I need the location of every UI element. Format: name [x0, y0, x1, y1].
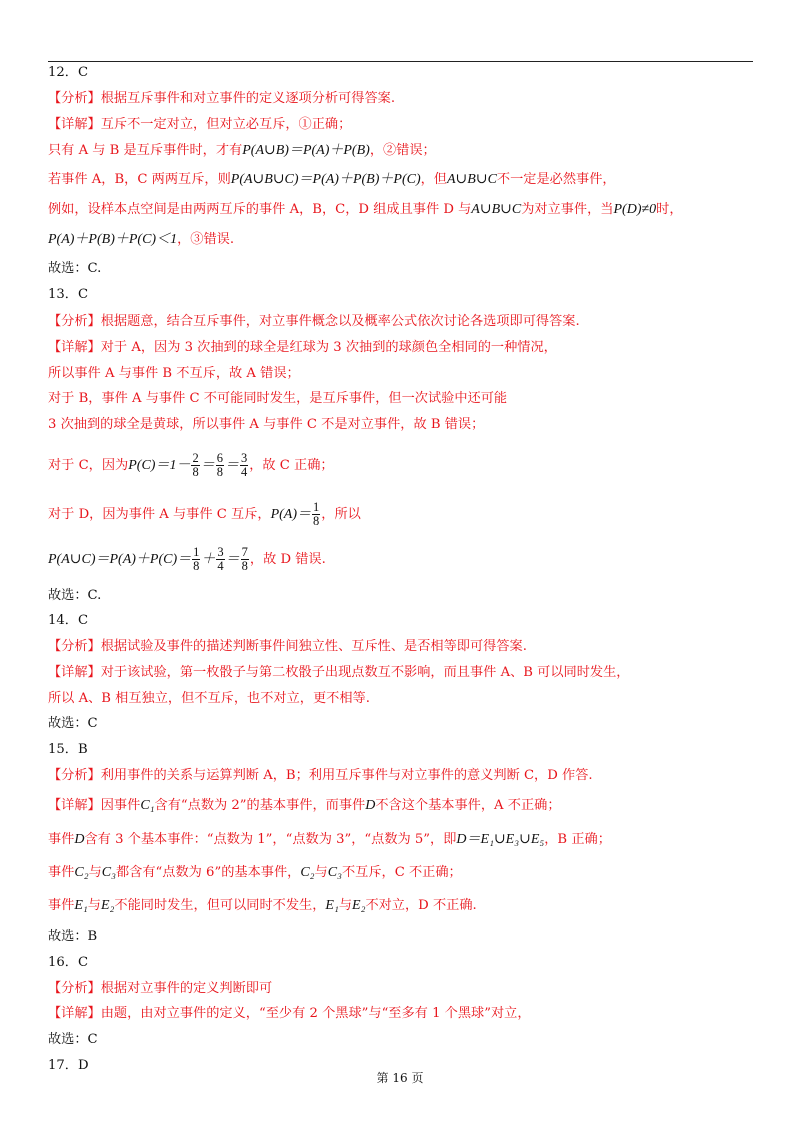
q12-detail-4-text: 例如，设样本点空间是由两两互斥的事件 A，B，C，D 组成且事件 D 与: [48, 202, 472, 217]
q15-d1-d: D: [365, 798, 376, 813]
q12-detail-3: [48, 170, 616, 190]
q12-detail-2: [48, 141, 436, 161]
q14-header: 14．C: [48, 613, 89, 628]
page-number: 第 16 页: [376, 1071, 424, 1085]
q15-d3-c3b: C₃: [327, 865, 342, 880]
q14-analysis: 【分析】根据试验及事件的描述判断事件间独立性、互斥性、是否相等即可得答案.: [48, 639, 527, 654]
q13-e-eq: ＝: [225, 552, 240, 567]
q16-detail-1: 【详解】由题，由对立事件的定义，“至少有 2 个黑球”与“至多有 1 个黑球”对立，: [48, 1006, 531, 1021]
q13-e-tail: ，故 D 错误.: [249, 552, 326, 567]
q12-detail-4-tail: 时，: [656, 202, 683, 217]
q13-option-d: [48, 501, 361, 528]
q15-d3-and: 与: [88, 865, 102, 880]
q13-detail-2: 所以事件 A 与事件 B 不互斥，故 A 错误；: [48, 366, 300, 381]
q15-detail-2: [48, 830, 611, 850]
q12-analysis: 【分析】根据互斥事件和对立事件的定义逐项分析可得答案.: [48, 91, 396, 106]
q13-c-frac-1: [191, 452, 199, 479]
q13-c-eq-1: ＝: [200, 458, 215, 473]
q16-analysis: 【分析】根据对立事件的定义判断即可: [48, 981, 273, 996]
q13-analysis: 【分析】根据题意，结合互斥事件，对立事件概念以及概率公式依次讨论各选项即可得答案.: [48, 314, 580, 329]
q15-d2-d: D: [74, 832, 85, 847]
q12-header: 12．C: [48, 65, 89, 80]
q15-d3-c2b: C₂: [300, 865, 315, 880]
q14-answer: 故选：C: [48, 716, 98, 731]
q12-detail-4-mid: 为对立事件，当: [521, 202, 614, 217]
q12-formula-sum: P(A)＋P(B)＋P(C)＜1: [48, 232, 178, 247]
q15-d4-e1: E₁: [74, 898, 88, 913]
q13-c-eq-2: ＝: [224, 458, 239, 473]
q15-d3-mid: 都含有“点数为 6”的基本事件，: [116, 865, 301, 880]
q15-d4-and: 与: [87, 898, 101, 913]
q13-c-tail: ，故 C 正确；: [249, 458, 334, 473]
q12-detail-3-text: 若事件 A，B，C 两两互斥，则: [48, 172, 231, 187]
q12-formula-additive: P(A∪B)＝P(A)＋P(B): [242, 143, 370, 158]
q15-d1-mid: 含有“点数为 2”的基本事件，而事件: [154, 798, 366, 813]
q16-header: 16．C: [48, 955, 89, 970]
q15-d1-c1: C₁: [140, 798, 155, 813]
q13-header: 13．C: [48, 287, 89, 302]
q13-d-frac-num: 1: [313, 500, 320, 514]
q13-e-frac-2-den: 4: [217, 559, 224, 573]
q13-c-formula: P(C)＝1－: [128, 458, 191, 473]
q15-d4-tail: 不对立，D 不正确.: [365, 898, 477, 913]
q15-detail-1: [48, 796, 561, 816]
q12-detail-5: [48, 230, 234, 250]
q15-d3-text: 事件: [48, 865, 75, 880]
q13-d-frac-den: 8: [313, 514, 320, 528]
q15-d2-mid: 含有 3 个基本事件：“点数为 1”，“点数为 3”，“点数为 5”，即: [84, 832, 457, 847]
q15-detail-3: [48, 863, 462, 883]
q15-d2-tail: ，B 正确；: [544, 832, 611, 847]
q15-d4-text: 事件: [48, 898, 75, 913]
q13-detail-4: 3 次抽到的球全是黄球，所以事件 A 与事件 C 不是对立事件，故 B 错误；: [48, 417, 485, 432]
q15-d3-c2: C₂: [74, 865, 89, 880]
q12-detail-1: 【详解】互斥不一定对立，但对立必互斥，①正确；: [48, 117, 352, 132]
q13-c-frac-3: [240, 452, 248, 479]
q16-answer: 故选：C: [48, 1032, 98, 1047]
q15-d3-c3: C₃: [101, 865, 116, 880]
q12-formula-abc-2: A∪B∪C: [471, 202, 522, 217]
q13-d-formula: P(A)＝: [270, 507, 312, 522]
q12-formula-abc: A∪B∪C: [447, 172, 497, 187]
q15-d4-e2: E₂: [100, 898, 115, 913]
q12-formula-union3: P(A∪B∪C)＝P(A)＋P(B)＋P(C): [230, 172, 421, 187]
q13-e-plus: ＋: [201, 552, 216, 567]
q15-d4-e2b: E₂: [352, 898, 366, 913]
q13-c-text: 对于 C，因为: [48, 458, 129, 473]
q13-d-frac: [312, 501, 320, 528]
q13-detail-3: 对于 B，事件 A 与事件 C 不可能同时发生，是互斥事件，但一次试验中还可能: [48, 391, 508, 406]
q15-d2-text: 事件: [48, 832, 75, 847]
q13-e-frac-1-num: 1: [193, 545, 200, 559]
q12-detail-3-tail: 不一定是必然事件，: [496, 172, 616, 187]
q15-d4-mid: 不能同时发生，但可以同时不发生，: [114, 898, 326, 913]
q15-answer: 故选：B: [48, 929, 98, 944]
q13-e-frac-1: [192, 546, 200, 573]
q15-detail-4: [48, 896, 477, 916]
q13-option-c: [48, 452, 334, 479]
q15-d2-formula: D＝E₁∪E₃∪E₅: [456, 832, 545, 847]
q13-c-frac-3-den: 4: [240, 465, 248, 479]
q13-c-frac-1-den: 8: [192, 465, 199, 479]
q13-c-frac-1-num: 2: [192, 451, 199, 465]
q15-d3-and2: 与: [314, 865, 328, 880]
q12-detail-5-tail: ，③错误.: [177, 232, 235, 247]
q13-detail-1: 【详解】对于 A，因为 3 次抽到的球全是红球为 3 次抽到的球颜色全相同的一种情况，: [48, 340, 557, 355]
q15-d4-and2: 与: [338, 898, 353, 913]
q13-answer: 故选：C.: [48, 588, 102, 603]
q12-detail-2-tail: ，②错误；: [369, 143, 436, 158]
q13-d-tail: ，所以: [321, 507, 361, 522]
q12-answer: 故选：C.: [48, 261, 102, 276]
q13-e-frac-2: [216, 546, 224, 573]
q13-option-d-calc: [48, 546, 326, 573]
q15-d1-text: 【详解】因事件: [48, 798, 141, 813]
q15-header: 15．B: [48, 742, 88, 757]
q12-detail-2-text: 只有 A 与 B 是互斥事件时，才有: [48, 143, 243, 158]
q12-detail-3-mid: ，但: [420, 172, 447, 187]
q13-e-frac-3-num: 7: [241, 545, 248, 559]
q13-c-frac-2-den: 8: [216, 465, 223, 479]
q13-e-frac-3: [241, 546, 249, 573]
q15-d3-tail: 不互斥，C 不正确；: [341, 865, 462, 880]
q12-detail-4: [48, 200, 683, 220]
q13-e-formula: P(A∪C)＝P(A)＋P(C)＝: [48, 552, 192, 567]
q14-detail-1: 【详解】对于该试验，第一枚骰子与第二枚骰子出现点数互不影响，而且事件 A、B 可以同时发生，: [48, 665, 630, 680]
q15-d1-tail: 不含这个基本事件，A 不正确；: [375, 798, 561, 813]
q13-c-frac-2: [216, 452, 224, 479]
q13-d-text: 对于 D，因为事件 A 与事件 C 互斥，: [48, 507, 271, 522]
q14-detail-2: 所以 A、B 相互独立，但不互斥，也不对立，更不相等.: [48, 691, 370, 706]
q12-formula-pd: P(D)≠0: [613, 202, 657, 217]
q13-e-frac-1-den: 8: [193, 559, 200, 573]
q13-c-frac-3-num: 3: [240, 451, 248, 465]
q15-analysis: 【分析】利用事件的关系与运算判断 A，B；利用互斥事件与对立事件的意义判断 C，D 作答.: [48, 768, 593, 783]
q13-e-frac-2-num: 3: [217, 545, 224, 559]
header-rule: [48, 61, 753, 62]
q15-d4-e1b: E₁: [325, 898, 339, 913]
q13-e-frac-3-den: 8: [241, 559, 248, 573]
q13-c-frac-2-num: 6: [216, 451, 223, 465]
q17-header: 17．D: [48, 1058, 89, 1073]
